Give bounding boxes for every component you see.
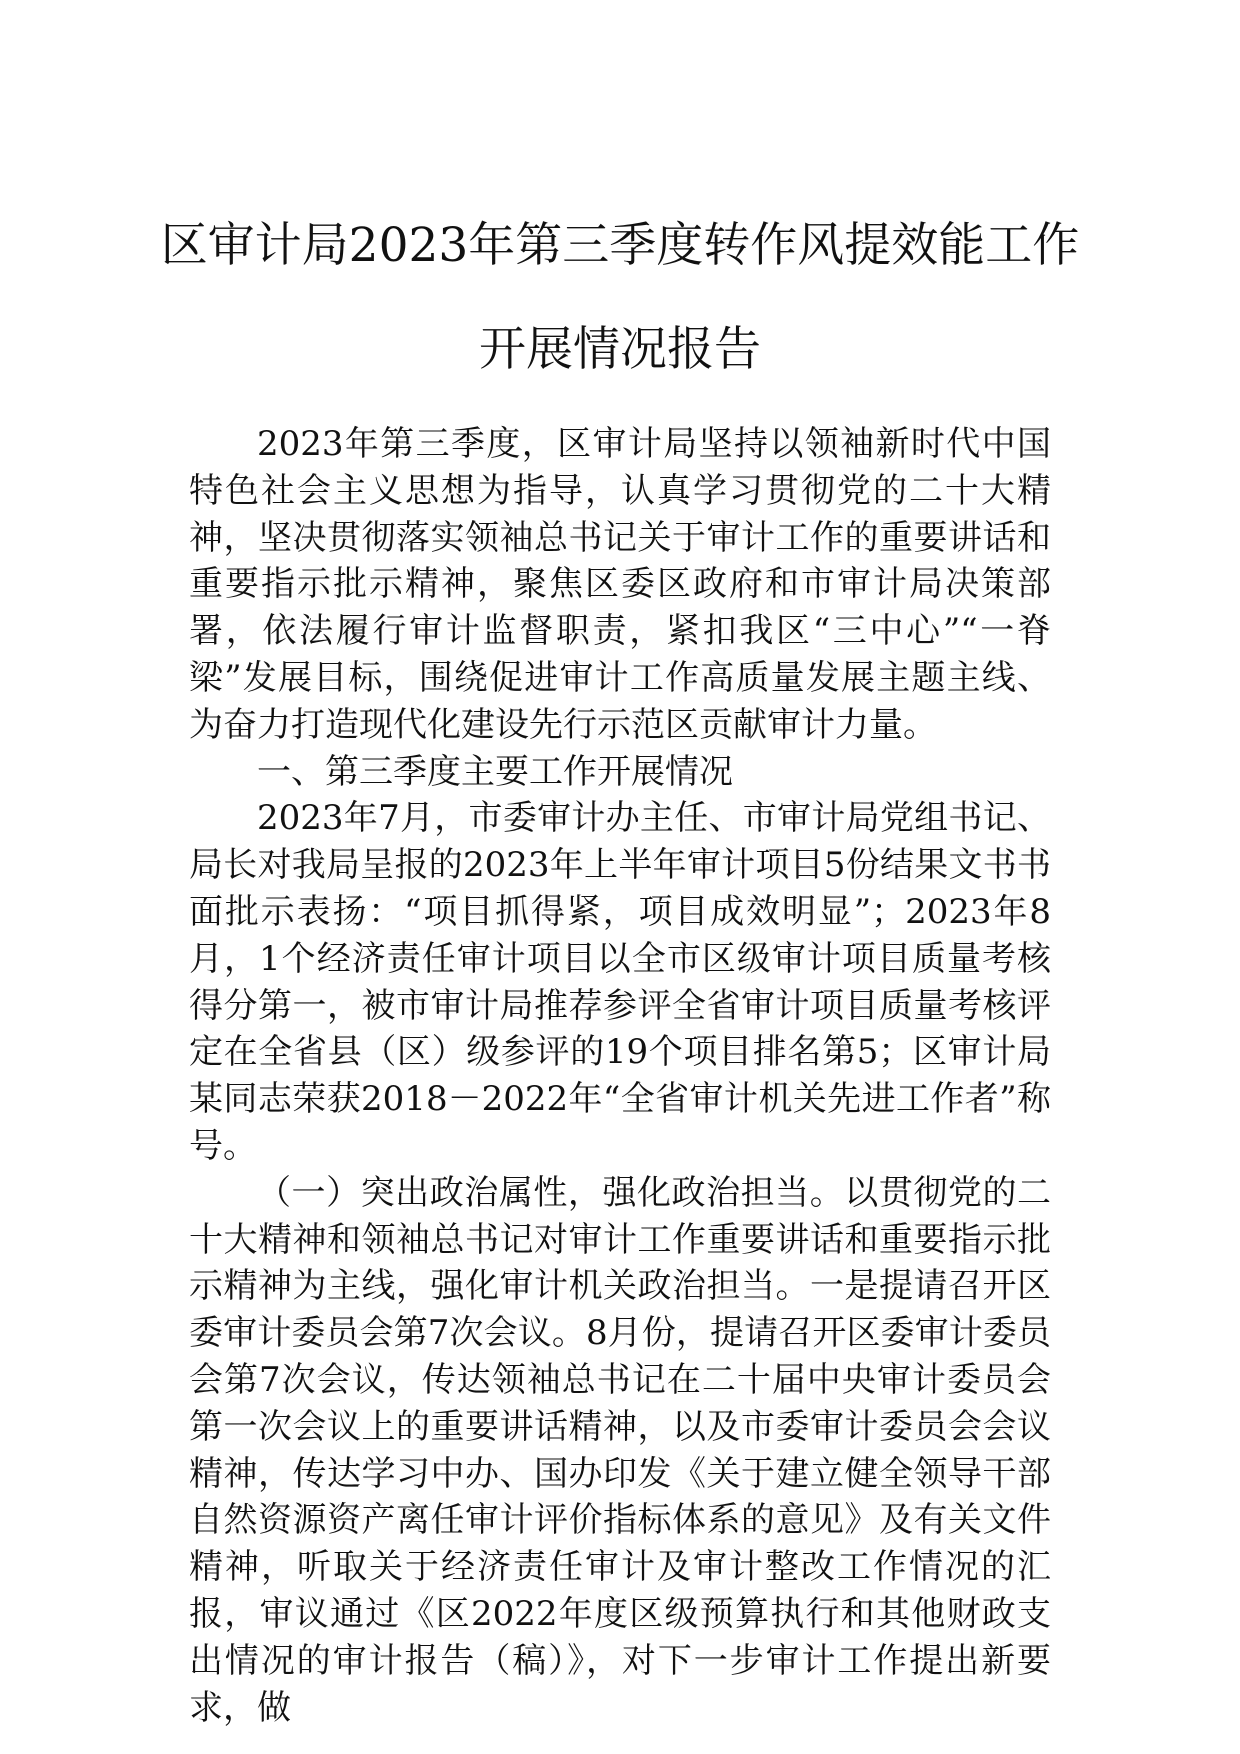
document-title: 区审计局2023年第三季度转作风提效能工作开展情况报告 — [160, 218, 1080, 377]
section-heading: 一、第三季度主要工作开展情况 — [257, 751, 733, 792]
intro-paragraph: 2023年第三季度，区审计局坚持以领袖新时代中国特色社会主义思想为指导，认真学习贯彻党的二十大精神，坚决贯彻落实领袖总书记关于审计工作的重要讲话和重要指示批示精神，聚焦区委区政府和市审计局决策部署，依法履行审计监督职责，紧扣我区“三中心”“一脊梁”发展目标，围绕促进审计工作高质量发展主题主线、为奋力打造现代化建设先行示范区贡献审计力量。 — [189, 424, 1051, 745]
document-body — [189, 421, 1051, 1731]
achievements-paragraph: 2023年7月，市委审计办主任、市审计局党组书记、局长对我局呈报的2023年上半年审计项目5份结果文书书面批示表扬：“项目抓得紧，项目成效明显”；2023年8月，1个经济责任审计项目以全市区级审计项目质量考核得分第一，被市审计局推荐参评全省审计项目质量考核评定在全省县（区）级参评的19个项目排名第5；区审计局某同志荣获2018－2022年“全省审计机关先进工作者”称号。 — [189, 798, 1051, 1166]
political-section-paragraph: （一）突出政治属性，强化政治担当。以贯彻党的二十大精神和领袖总书记对审计工作重要讲话和重要指示批示精神为主线，强化审计机关政治担当。一是提请召开区委审计委员会第7次会议。8月份，提请召开区委审计委员会第7次会议，传达领袖总书记在二十届中央审计委员会第一次会议上的重要讲话精神，以及市委审计委员会会议精神，传达学习中办、国办印发《关于建立健全领导干部自然资源资产离任审计评价指标体系的意见》及有关文件精神，听取关于经济责任审计及审计整改工作情况的汇报，审议通过《区2022年度区级预算执行和其他财政支出情况的审计报告（稿）》，对下一步审计工作提出新要求，做 — [189, 1172, 1051, 1728]
